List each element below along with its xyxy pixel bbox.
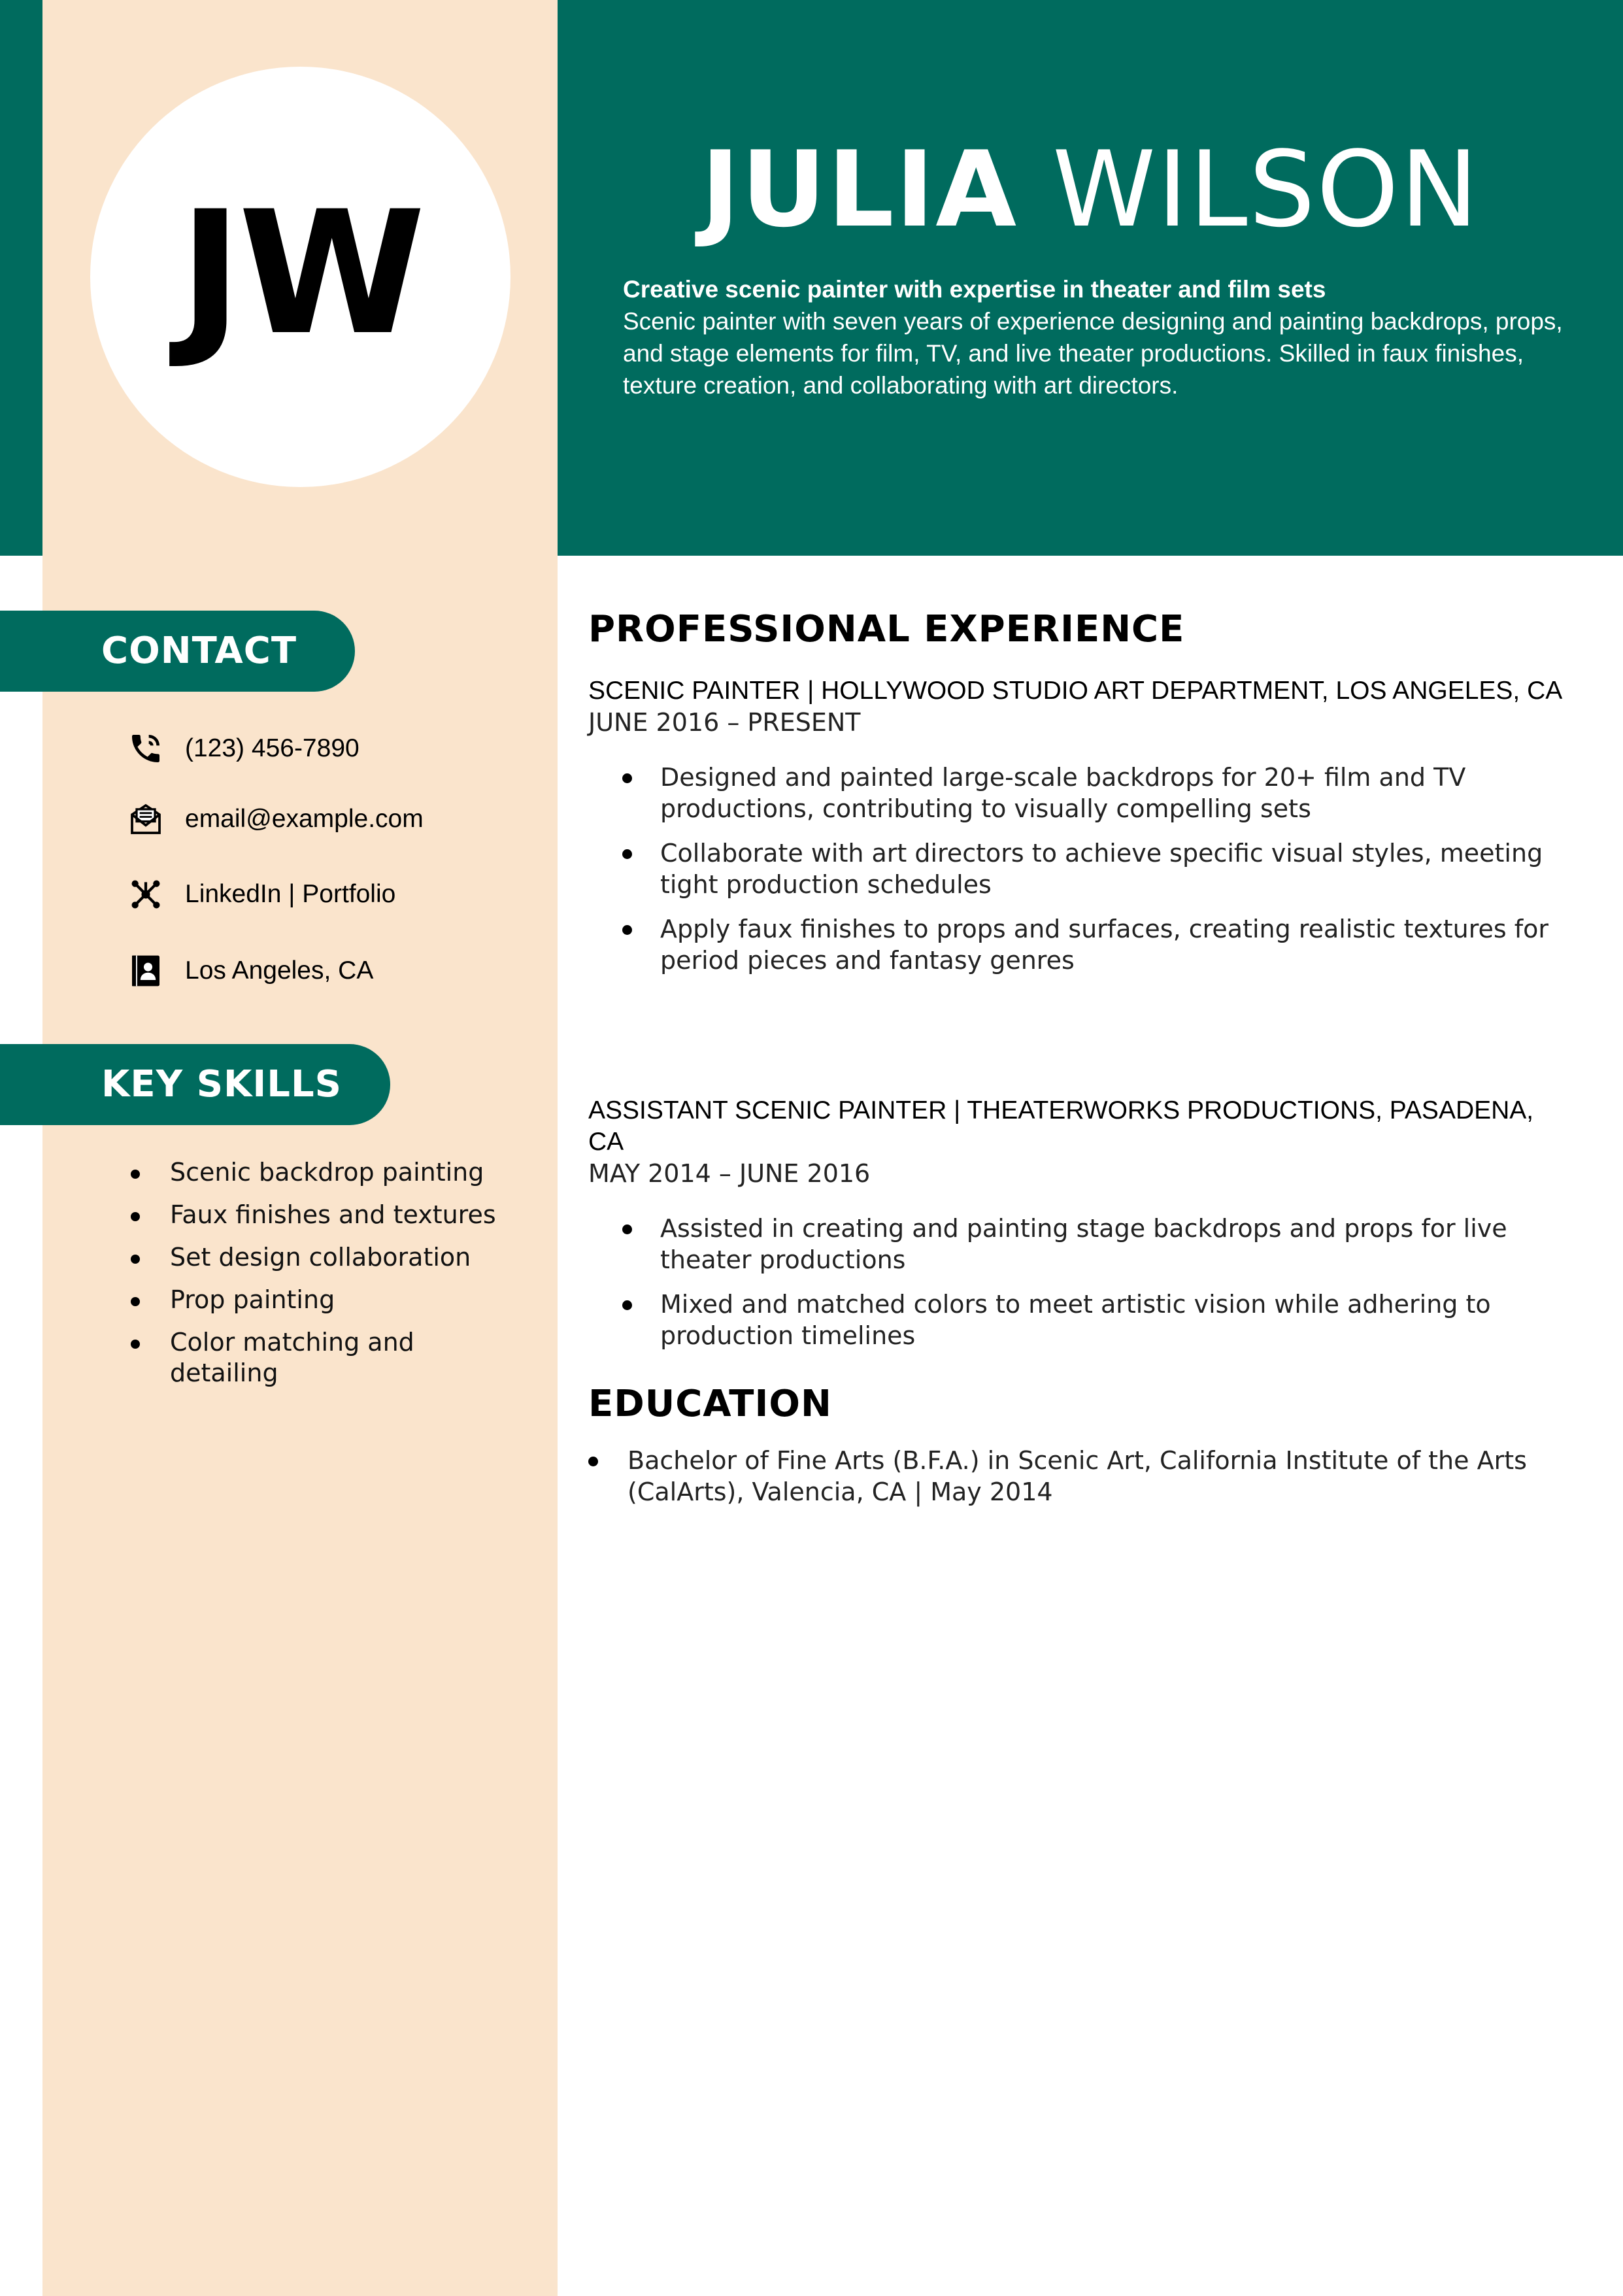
contact-linkedin: [127, 875, 395, 914]
candidate-name: [558, 128, 1623, 250]
education-list: [588, 1445, 1530, 1521]
address-book-icon: [127, 953, 164, 989]
skill-item: Scenic backdrop painting: [131, 1157, 523, 1188]
monogram-circle: [90, 67, 510, 487]
monogram-text: JW: [178, 175, 422, 373]
job-entry: [588, 675, 1569, 989]
education-heading: EDUCATION: [588, 1383, 832, 1425]
first-name: JULIA: [701, 128, 1018, 250]
skills-heading: KEY SKILLS: [0, 1044, 390, 1125]
last-name: WILSON: [1052, 128, 1480, 250]
education-item: Bachelor of Fine Arts (B.F.A.) in Scenic Art, California Institute of the Arts (CalArts), Valencia, CA | May 2014: [588, 1445, 1530, 1508]
phone-text: (123) 456-7890: [185, 734, 360, 762]
contact-heading: CONTACT: [0, 611, 355, 692]
job-bullet: Mixed and matched colors to meet artistic vision while adhering to production timelines: [588, 1289, 1569, 1351]
headline: Creative scenic painter with expertise in theater and film sets: [623, 276, 1326, 303]
phone-icon: [127, 730, 164, 767]
email-text: email@example.com: [185, 805, 424, 833]
job-entry: [588, 1095, 1569, 1364]
skill-item: Color matching and detailing: [131, 1327, 444, 1389]
skills-list: [131, 1157, 523, 1400]
skill-item: Set design collaboration: [131, 1242, 523, 1273]
job-bullet: Apply faux finishes to props and surfaces, creating realistic textures for period pieces and fantasy genres: [588, 913, 1569, 976]
job-bullets: [588, 1213, 1569, 1351]
summary-block: [623, 273, 1564, 401]
job-bullet: Collaborate with art directors to achieve specific visual styles, meeting tight production schedules: [588, 837, 1569, 900]
job-title: SCENIC PAINTER | HOLLYWOOD STUDIO ART DEPARTMENT, LOS ANGELES, CA: [588, 677, 1563, 705]
skill-item: Faux finishes and textures: [131, 1200, 523, 1230]
skill-item: Prop painting: [131, 1285, 523, 1315]
experience-heading: PROFESSIONAL EXPERIENCE: [588, 608, 1185, 650]
job-dates: MAY 2014 – JUNE 2016: [588, 1159, 871, 1188]
job-title: ASSISTANT SCENIC PAINTER | THEATERWORKS PRODUCTIONS, PASADENA, CA: [588, 1096, 1534, 1156]
job-bullets: [588, 762, 1569, 976]
contact-email: [127, 800, 424, 839]
location-text: Los Angeles, CA: [185, 956, 374, 985]
job-dates: JUNE 2016 – PRESENT: [588, 708, 861, 737]
network-icon: [127, 876, 164, 913]
job-bullet: Designed and painted large-scale backdrops for 20+ film and TV productions, contributing to visually compelling sets: [588, 762, 1569, 824]
job-bullet: Assisted in creating and painting stage backdrops and props for live theater productions: [588, 1213, 1569, 1275]
contact-location: [127, 951, 373, 990]
email-icon: [127, 801, 164, 837]
linkedin-text: LinkedIn | Portfolio: [185, 880, 396, 908]
accent-strip: [0, 0, 42, 556]
summary-text: Scenic painter with seven years of experience designing and painting backdrops, props, and stage elements for film, TV, and live theater productions. Skilled in faux finishes, texture creation, and collaborating with art directors.: [623, 308, 1563, 399]
contact-phone: [127, 729, 360, 768]
